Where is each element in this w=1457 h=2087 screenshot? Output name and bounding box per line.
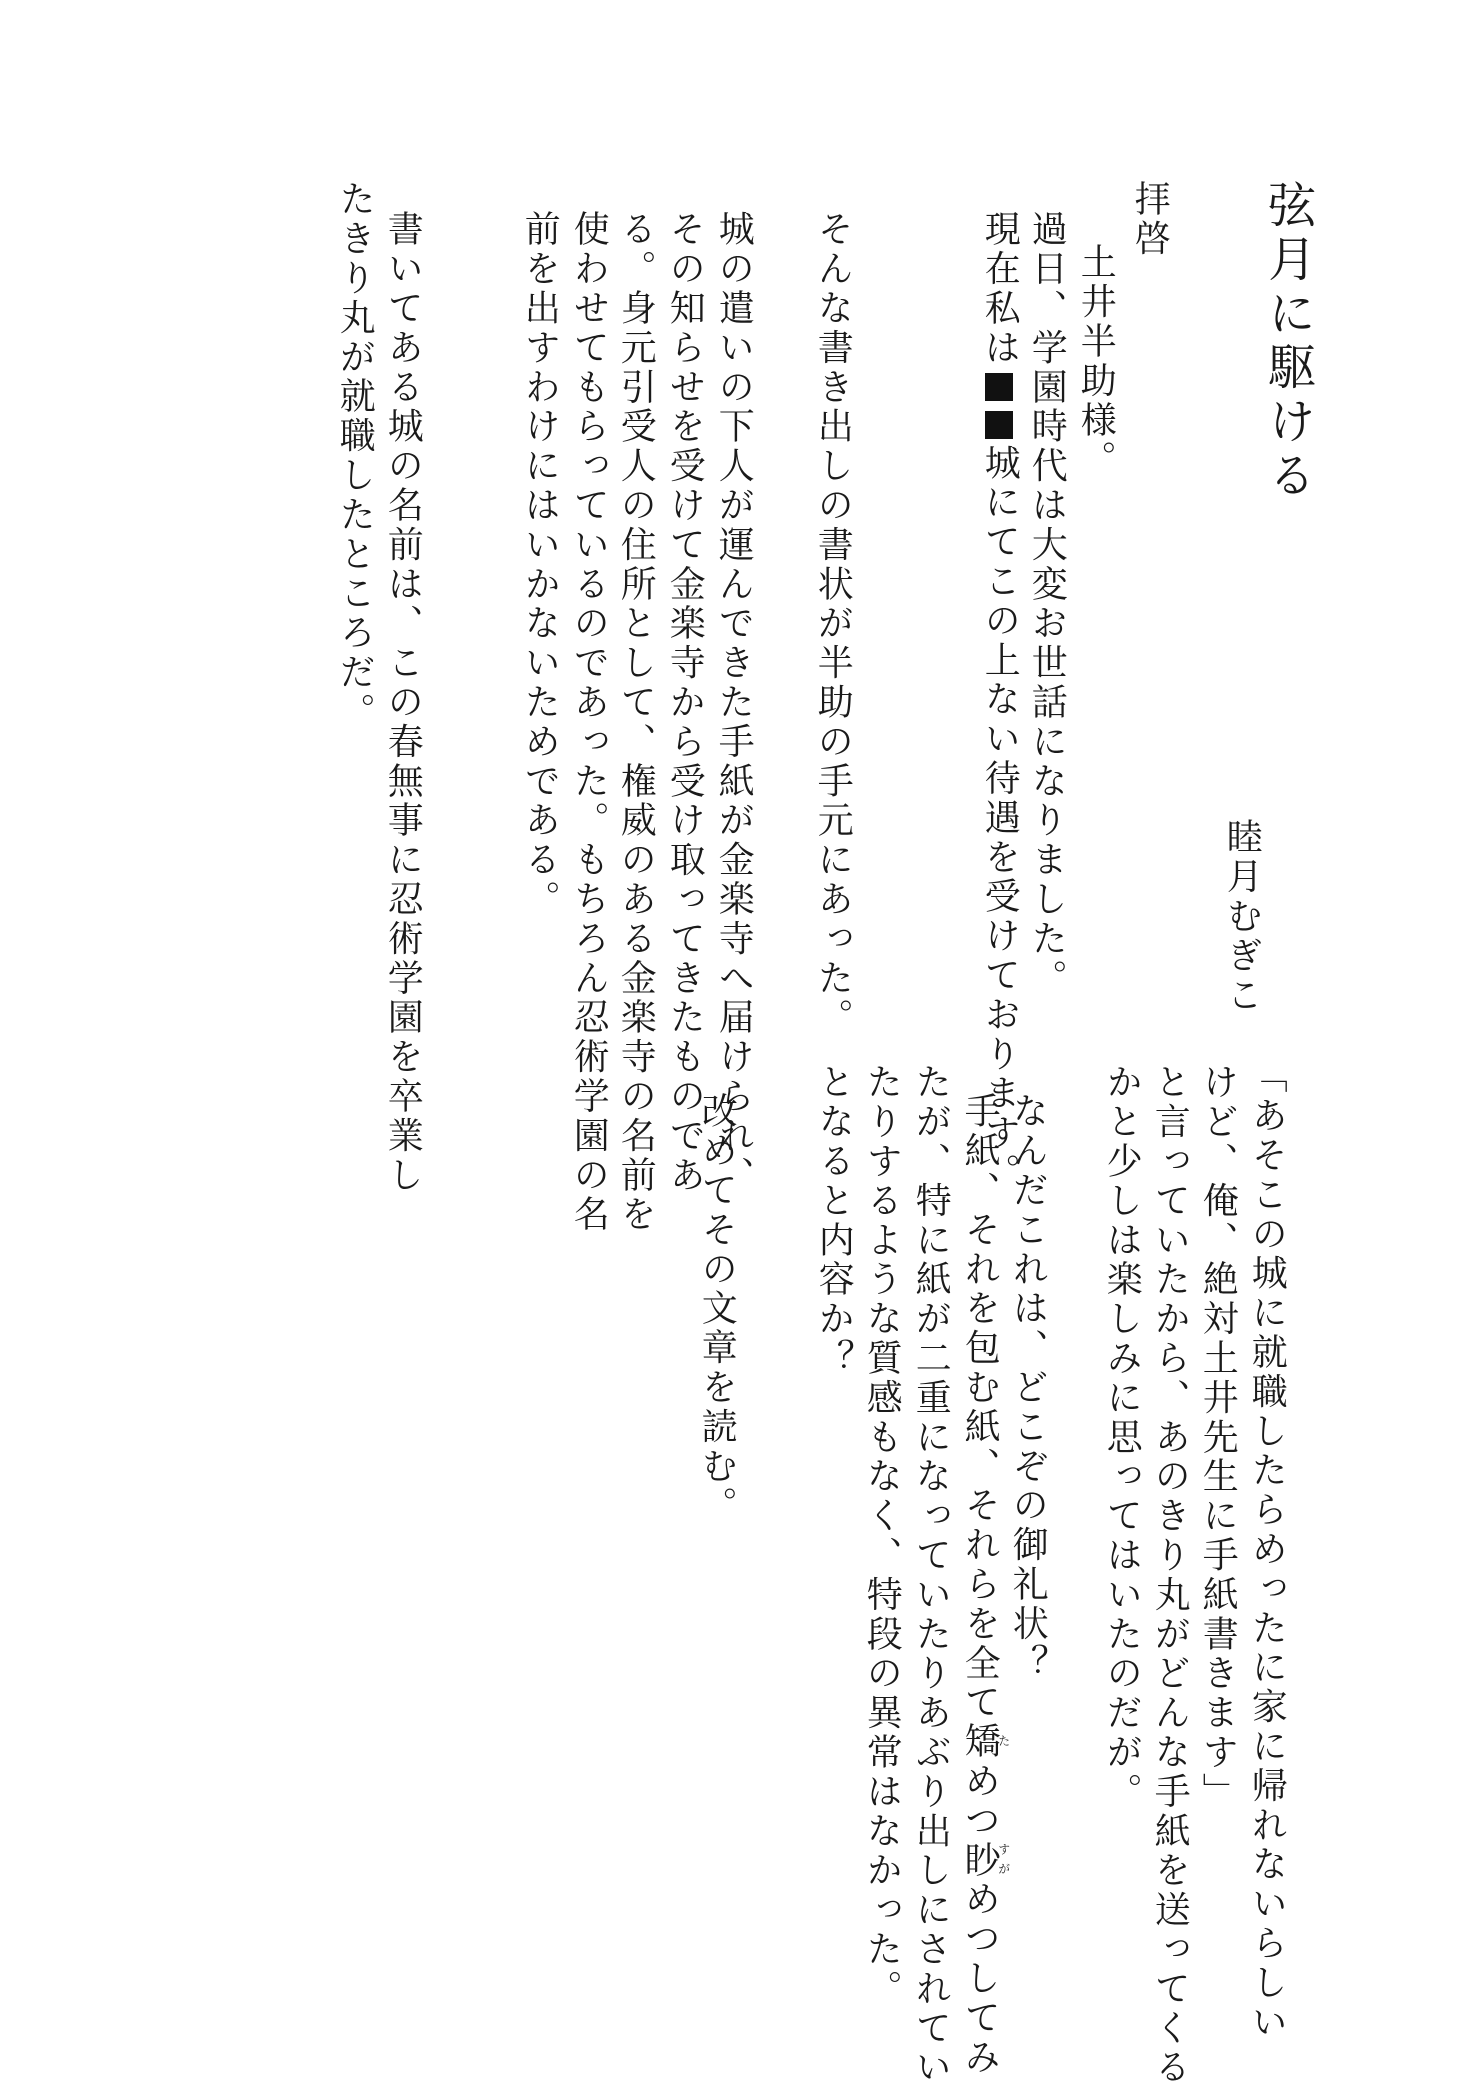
body-line: けど、俺、絶対土井先生に手紙書きます」 [1197,1063,1239,1812]
body-line [958,1092,1010,2077]
body-line: 「あそこの城に就職したらめったに家に帰れないらしい [1246,1057,1288,2042]
body-line: かと少しは楽しみに思ってはいたのだが。 [1101,1063,1143,1812]
body-line: 城の遣いの下人が運んできた手紙が金楽寺へ届けられ、 [713,210,755,1195]
letter-line-text: 現在私は [979,210,1021,368]
letter-line: 過日、学園時代は大変お世話になりました。 [1026,210,1068,998]
ruby-word [959,1840,1011,1881]
body-line-text: 手紙、それを包む紙、それらを全て [959,1092,1001,1723]
body-line-text: めつしてみ [959,1880,1001,2078]
body-line: たきり丸が就職したところだ。 [334,180,376,732]
body-line: たが、特に紙が二重になっていたりあぶり出しにされてい [910,1063,952,2087]
body-line: 前を出すわけにはいかないためである。 [519,210,561,920]
body-line-text: めつ [959,1761,1001,1841]
page-title: 弦月に駆ける [1259,180,1316,504]
redaction-mark [985,373,1013,401]
body-line: その知らせを受けて金楽寺から受け取ってきたものであ [664,210,706,1195]
ruby-reading: た [996,1722,1011,1762]
author-name: 睦月むぎこ [1221,818,1263,1015]
body-line: そんな書き出しの書状が半助の手元にあった。 [812,210,854,1038]
ruby-base: 眇 [959,1840,1001,1881]
body-line: 改めてその文章を読む。 [696,1092,738,1526]
ruby-reading: すが [996,1840,1011,1881]
letter-opening: 拝啓 [1129,180,1171,259]
body-line: 書いてある城の名前は、この春無事に忍術学園を卒業し [382,210,424,1195]
letter-line [978,210,1021,1192]
letter-line-text: 城にてこの上ない待遇を受けております。 [979,443,1021,1193]
body-line: と言っていたから、あのきり丸がどんな手紙を送ってくる [1149,1063,1191,2087]
body-line: 使わせてもらっているのであった。もちろん忍術学園の名 [568,210,610,1235]
letter-addressee: 土井半助様。 [1075,243,1117,480]
ruby-word [959,1722,1011,1762]
body-line: なんだこれは、どこぞの御礼状？ [1007,1092,1049,1683]
redaction-mark [985,411,1013,439]
body-line: となると内容か？ [813,1063,855,1379]
ruby-base: 矯 [959,1722,1001,1762]
body-line: たりするような質感もなく、特段の異常はなかった。 [861,1063,903,2009]
body-line: る。身元引受人の住所として、権威のある金楽寺の名前を [615,210,657,1235]
